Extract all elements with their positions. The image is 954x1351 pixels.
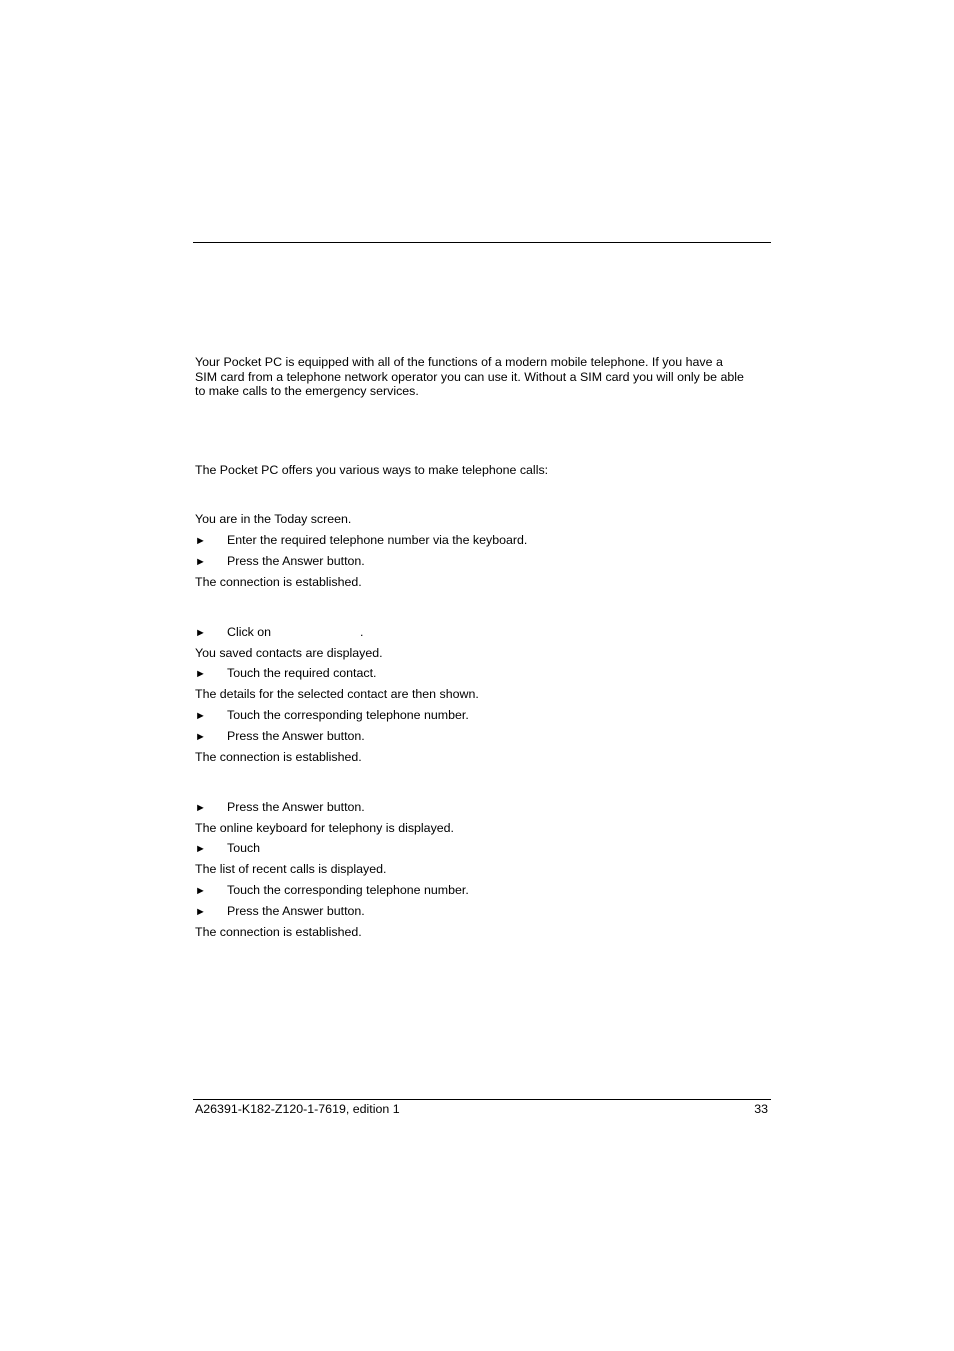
bullet-arrow-icon: ► — [195, 802, 206, 814]
section3-step-1: ► Press the Answer button. — [195, 800, 365, 814]
intro-line-1: Your Pocket PC is equipped with all of the functions of a modern mobile telephone. If you have a — [195, 355, 723, 369]
footer-rule — [193, 1099, 771, 1100]
section3-info-1: The online keyboard for telephony is displayed. — [195, 821, 454, 835]
section2-info-2: The details for the selected contact are then shown. — [195, 687, 479, 701]
bullet-arrow-icon: ► — [195, 668, 206, 680]
bullet-arrow-icon: ► — [195, 906, 206, 918]
intro-line-2: SIM card from a telephone network operator you can use it. Without a SIM card you will only be able — [195, 369, 744, 384]
header-rule — [193, 242, 771, 243]
ways-intro: The Pocket PC offers you various ways to make telephone calls: — [195, 463, 549, 477]
section2-info-1: You saved contacts are displayed. — [195, 646, 383, 660]
section2-step-4: ► Press the Answer button. — [195, 729, 365, 743]
section1-step-2: ► Press the Answer button. — [195, 554, 365, 568]
footer-page-number: 33 — [754, 1102, 768, 1116]
section2-step-2: ► Touch the required contact. — [195, 666, 377, 680]
section2-step-3: ► Touch the corresponding telephone number. — [195, 708, 469, 722]
intro-paragraph — [195, 355, 773, 399]
section2-step-1-end: . — [360, 625, 364, 639]
bullet-arrow-icon: ► — [195, 710, 206, 722]
section1-result: The connection is established. — [195, 575, 362, 589]
section3-result: The connection is established. — [195, 925, 362, 939]
section2-result: The connection is established. — [195, 750, 362, 764]
footer-doc-id: A26391-K182-Z120-1-7619, edition 1 — [195, 1102, 400, 1116]
bullet-arrow-icon: ► — [195, 627, 206, 639]
section2-step-1: ► Click on . — [195, 625, 364, 639]
section3-step-2: ► Touch — [195, 841, 261, 855]
bullet-arrow-icon: ► — [195, 885, 206, 897]
section1-step-1: ► Enter the required telephone number via the keyboard. — [195, 533, 528, 547]
section3-step-4: ► Press the Answer button. — [195, 904, 365, 918]
section1-lead: You are in the Today screen. — [195, 512, 352, 526]
bullet-arrow-icon: ► — [195, 731, 206, 743]
intro-line-3: to make calls to the emergency services. — [195, 384, 419, 398]
bullet-arrow-icon: ► — [195, 556, 206, 568]
bullet-arrow-icon: ► — [195, 843, 206, 855]
section3-info-2: The list of recent calls is displayed. — [195, 862, 387, 876]
section3-step-3: ► Touch the corresponding telephone number. — [195, 883, 469, 897]
bullet-arrow-icon: ► — [195, 535, 206, 547]
